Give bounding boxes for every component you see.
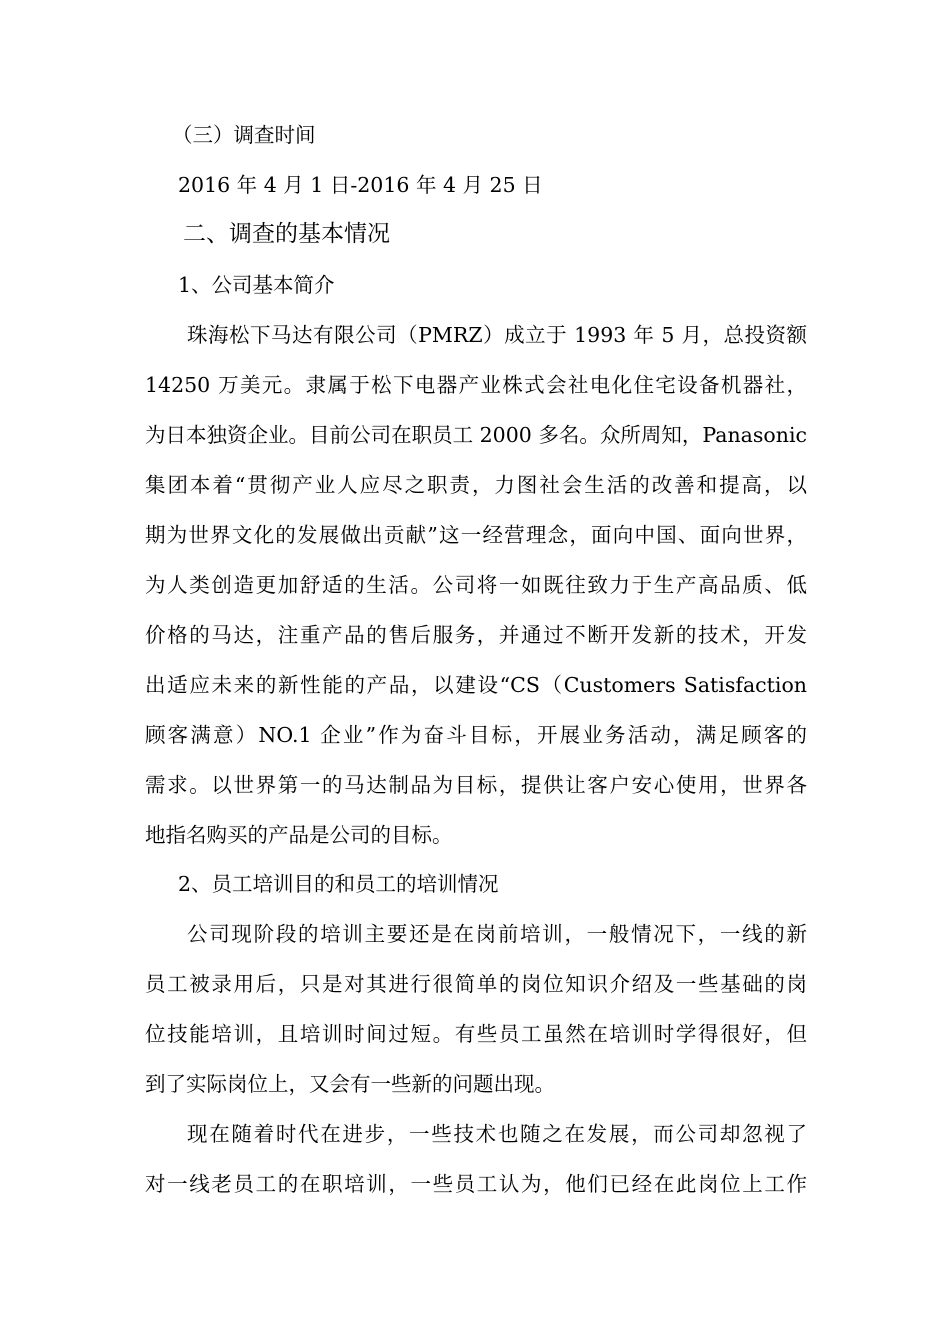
paragraph-line: 为日本独资企业。目前公司在职员工 2000 多名。众所周知，Panasonic [145,423,807,447]
paragraph-line: 出适应未来的新性能的产品，以建设“CS（Customers Satisfaction [145,673,807,697]
training-heading: 2、员工培训目的和员工的培训情况 [178,872,499,896]
paragraph-line: 员工被录用后，只是对其进行很简单的岗位知识介绍及一些基础的岗 [145,972,807,996]
paragraph-line: 对一线老员工的在职培训，一些员工认为，他们已经在此岗位上工作 [145,1172,807,1196]
paragraph-line: 价格的马达，注重产品的售后服务，并通过不断开发新的技术，开发 [145,623,807,647]
company-intro-heading: 1、公司基本简介 [178,273,335,297]
paragraph-line: 公司现阶段的培训主要还是在岗前培训，一般情况下，一线的新 [187,922,807,946]
paragraph-line: 现在随着时代在进步，一些技术也随之在发展，而公司却忽视了 [187,1122,807,1146]
paragraph-line: 珠海松下马达有限公司（PMRZ）成立于 1993 年 5 月，总投资额 [187,323,807,347]
paragraph-line: 期为世界文化的发展做出贡献”这一经营理念，面向中国、面向世界， [145,523,807,547]
paragraph-line: 地指名购买的产品是公司的目标。 [145,823,453,847]
paragraph-line: 集团本着“贯彻产业人应尽之职责，力图社会生活的改善和提高，以 [145,473,807,497]
survey-time-value: 2016 年 4 月 1 日-2016 年 4 月 25 日 [178,173,543,197]
paragraph-line: 顾客满意）NO.1 企业”作为奋斗目标，开展业务活动，满足顾客的 [145,723,807,747]
section-two-heading: 二、调查的基本情况 [183,221,390,247]
paragraph-line: 到了实际岗位上，又会有一些新的问题出现。 [145,1072,555,1096]
paragraph-line: 14250 万美元。隶属于松下电器产业株式会社电化住宅设备机器社， [145,373,807,397]
paragraph-line: 为人类创造更加舒适的生活。公司将一如既往致力于生产高品质、低 [145,573,807,597]
paragraph-line: 需求。以世界第一的马达制品为目标，提供让客户安心使用，世界各 [145,773,807,797]
paragraph-line: 位技能培训，且培训时间过短。有些员工虽然在培训时学得很好，但 [145,1022,807,1046]
survey-time-heading: （三）调查时间 [172,123,316,147]
